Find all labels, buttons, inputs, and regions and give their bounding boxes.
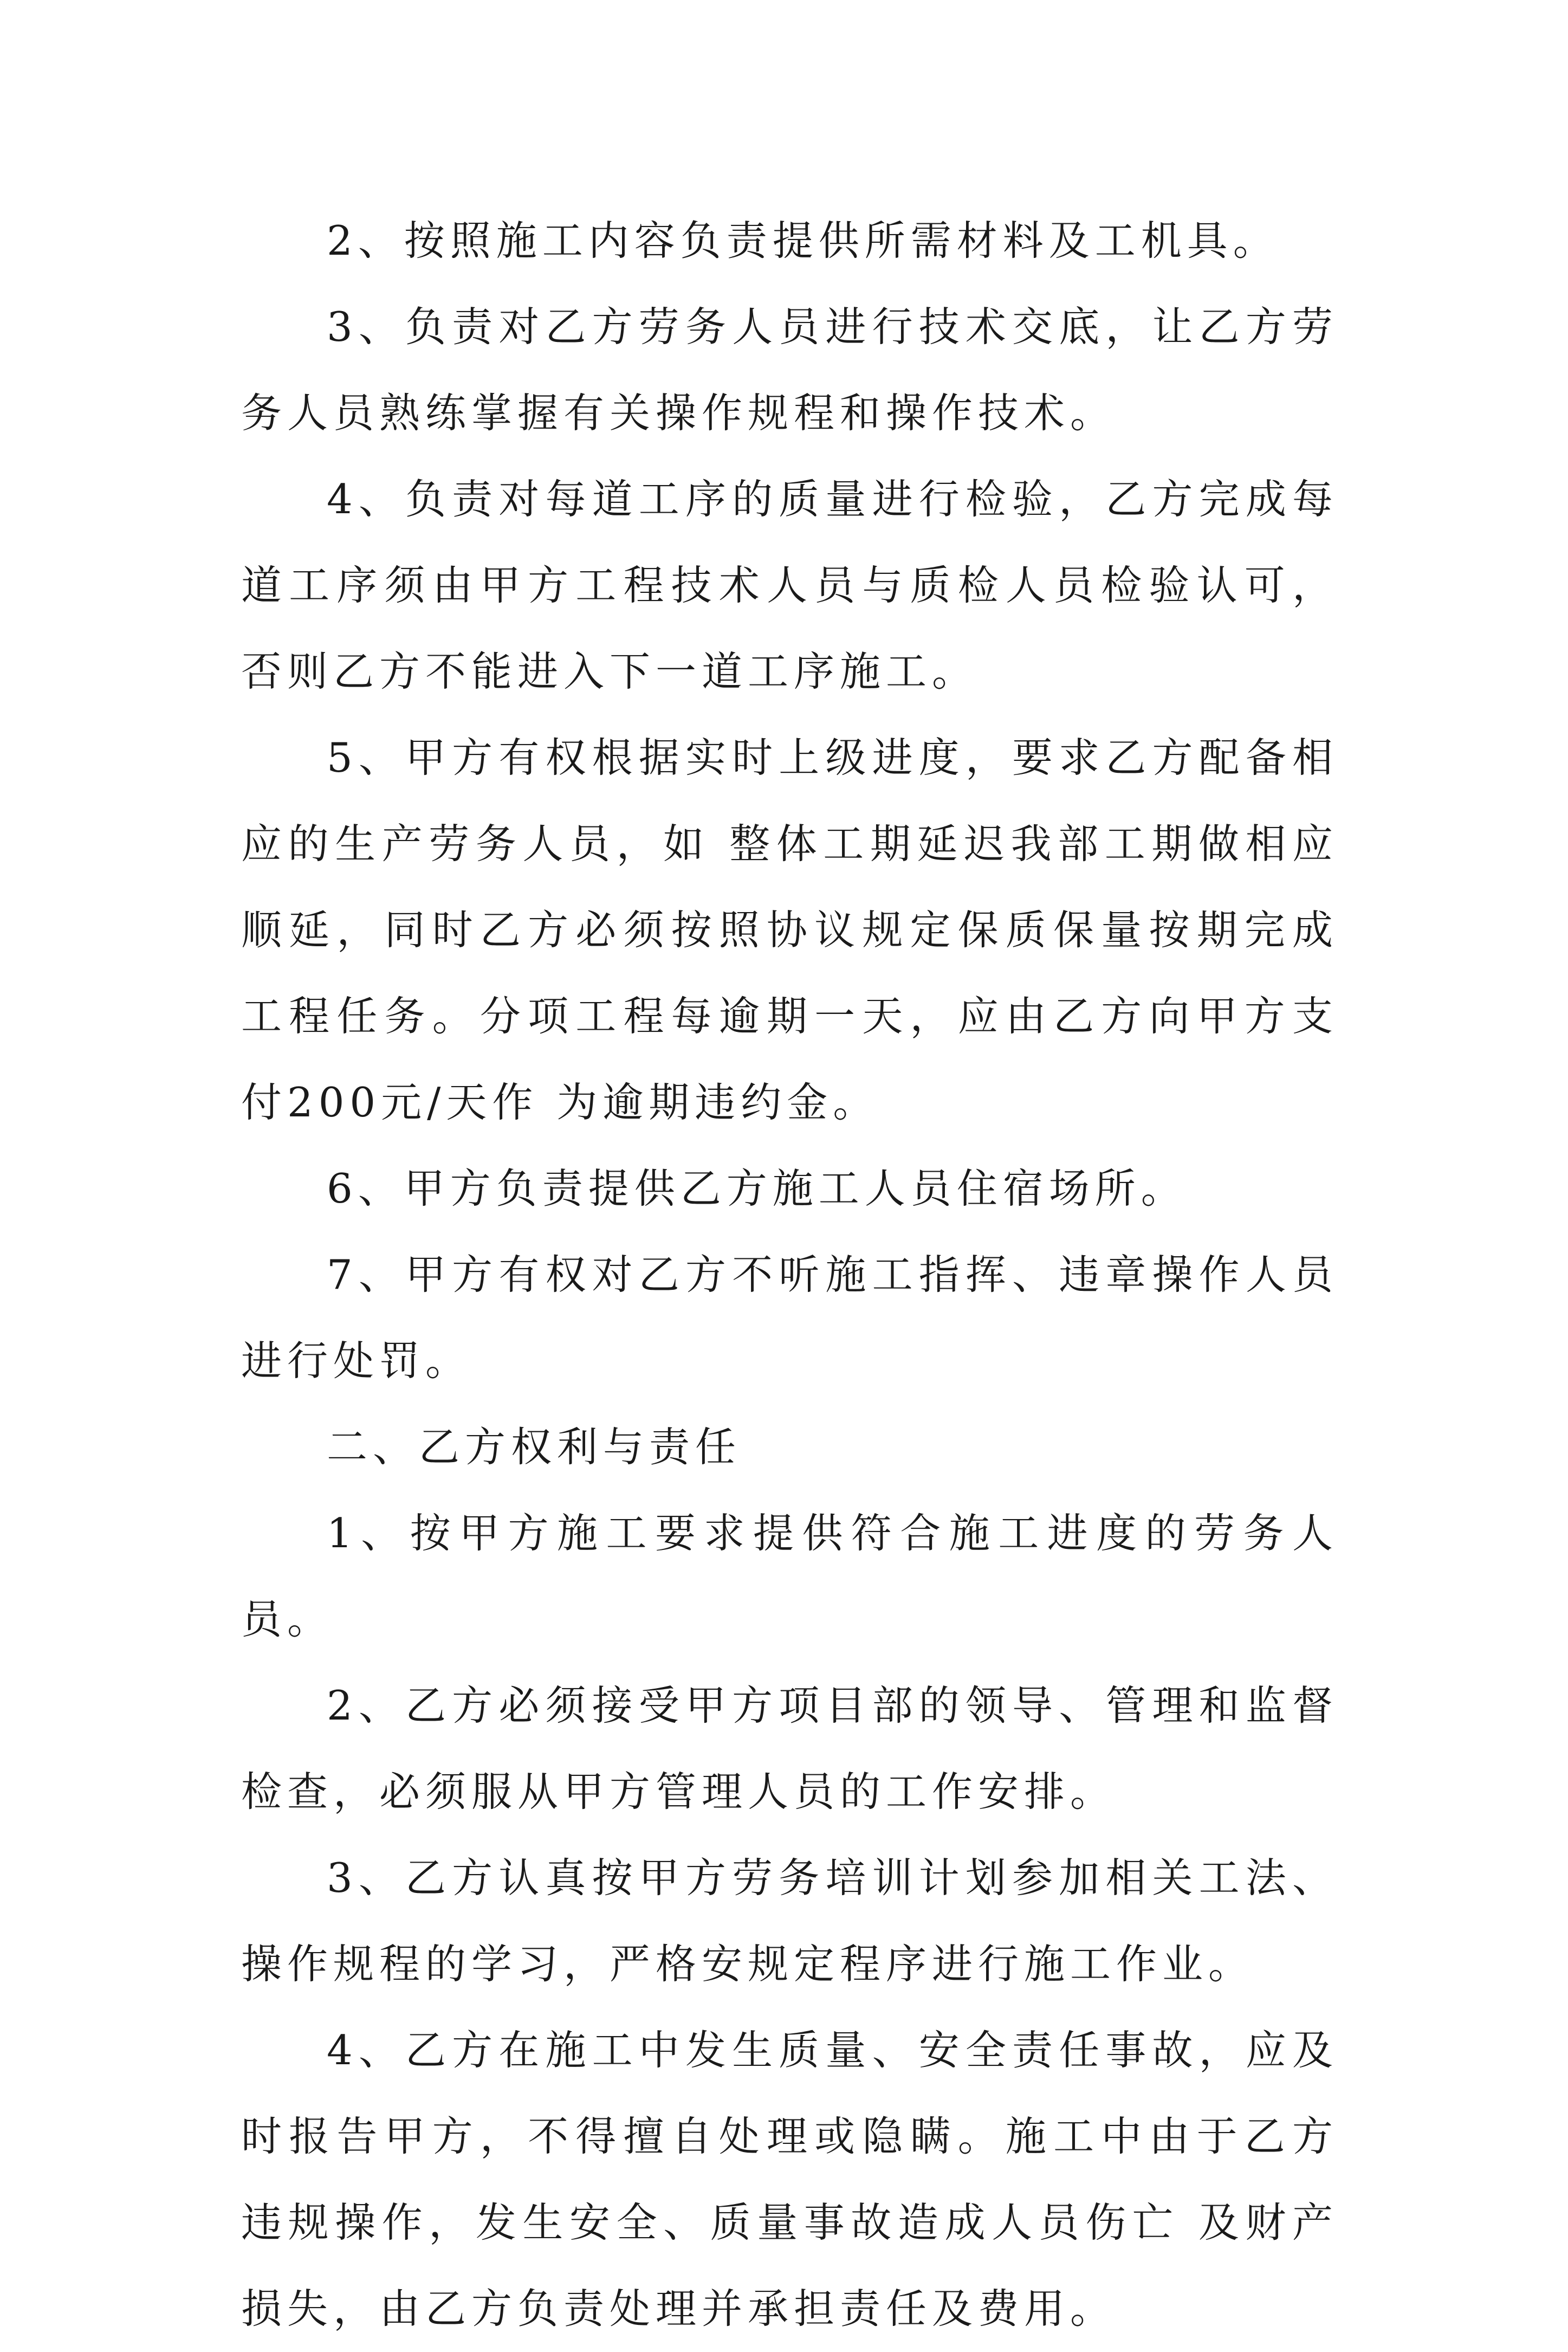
paragraph-party-a-7: 7、甲方有权对乙方不听施工指挥、违章操作人员进行处罚。 bbox=[241, 1251, 1338, 1385]
paragraph-party-b-2: 2、乙方必须接受甲方项目部的领导、管理和监督检查，必须服从甲方管理人员的工作安排。 bbox=[241, 1682, 1338, 1815]
paragraph-party-a-5: 5、甲方有权根据实时上级进度，要求乙方配备相应的生产劳务人员，如 整体工期延迟我部工期做相应顺延，同时乙方必须按照协议规定保质保量按期完成工程任务。分项工程每逾期一天，应由乙方向甲方支付200元/天作 为逾期违约金。 bbox=[241, 734, 1338, 1126]
paragraph-party-b-4: 4、乙方在施工中发生质量、安全责任事故，应及时报告甲方，不得擅自处理或隐瞒。施工中由于乙方违规操作，发生安全、质量事故造成人员伤亡 及财产损失，由乙方负责处理并承担责任及费用。 bbox=[241, 2026, 1338, 2332]
paragraph-party-a-6: 6、甲方负责提供乙方施工人员住宿场所。 bbox=[327, 1165, 1187, 1212]
paragraph-party-a-2: 2、按照施工内容负责提供所需材料及工机具。 bbox=[327, 217, 1279, 264]
document-body bbox=[241, 198, 1338, 2352]
paragraph-party-a-4: 4、负责对每道工序的质量进行检验，乙方完成每道工序须由甲方工程技术人员与质检人员检验认可，否则乙方不能进入下一道工序施工。 bbox=[241, 475, 1338, 695]
paragraph-party-b-1: 1、按甲方施工要求提供符合施工进度的劳务人员。 bbox=[241, 1509, 1338, 1643]
paragraph-party-a-3: 3、负责对乙方劳务人员进行技术交底，让乙方劳务人员熟练掌握有关操作规程和操作技术。 bbox=[241, 303, 1338, 437]
section-heading-party-b: 二、乙方权利与责任 bbox=[327, 1423, 742, 1471]
paragraph-party-b-3: 3、乙方认真按甲方劳务培训计划参加相关工法、操作规程的学习，严格安规定程序进行施工作业。 bbox=[241, 1854, 1338, 1988]
